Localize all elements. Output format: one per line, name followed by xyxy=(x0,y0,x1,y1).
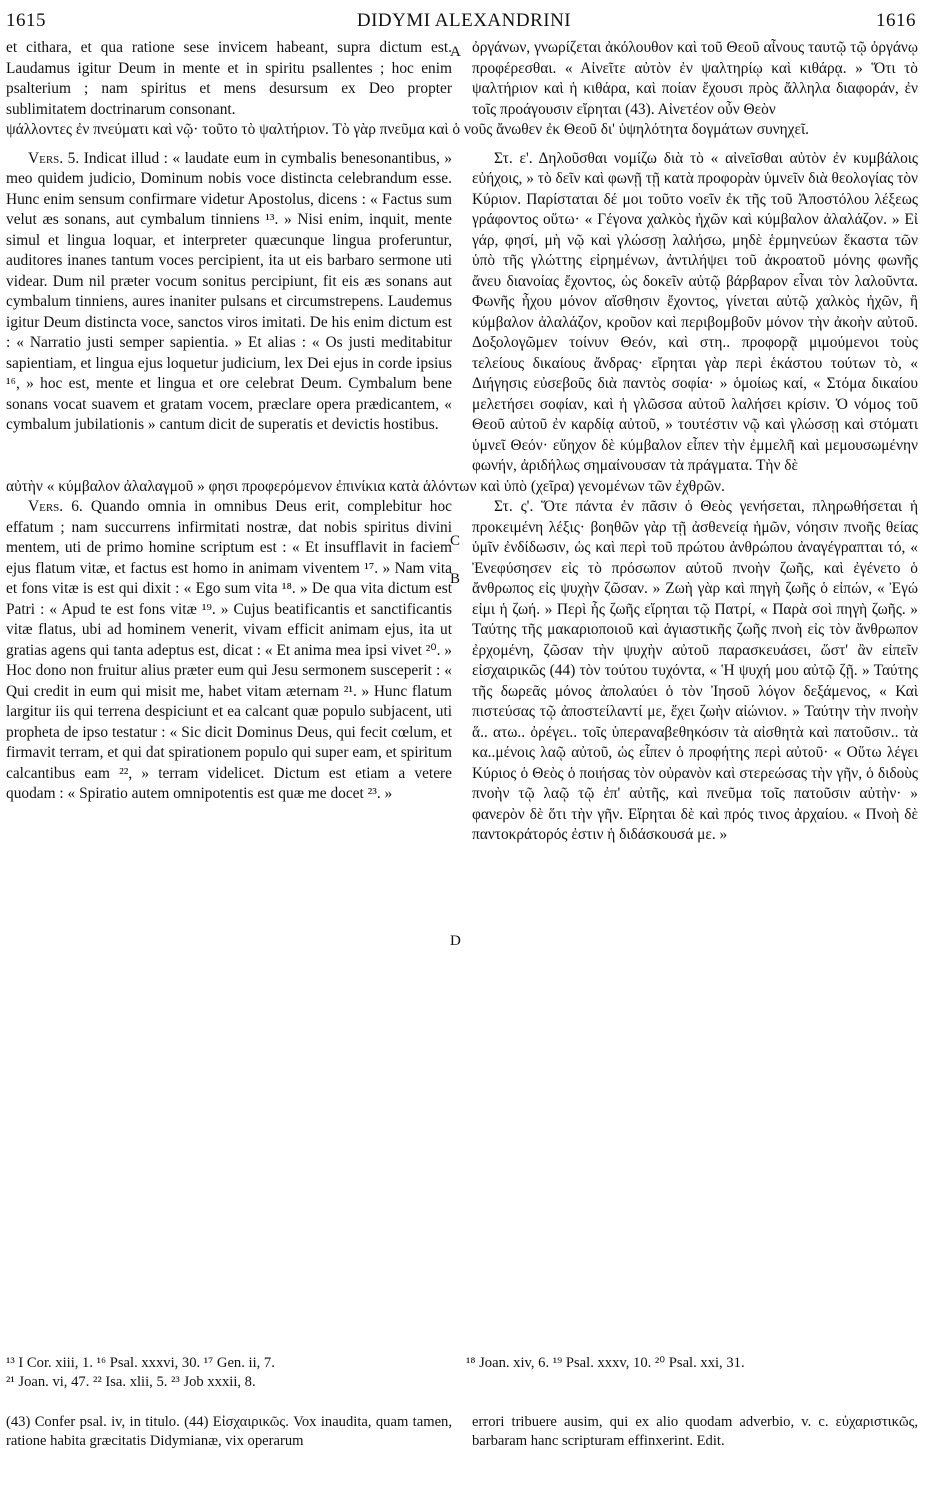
latin-text-3: Quando omnia in omnibus Deus erit, complebitur hoc effatum ; nam succurrens infirmitati nostræ, dat nobis spiritus divini mentem, uti de primo homine scriptum est : « Et insufflavit in faciem ejus flatum vitæ, et factus est homo in animam viventem ¹⁷. » Nam vita et fons vitæ is est qui dixit : « Ego sum vita ¹⁸. » De qua vita dictum est Patri : « Apud te est fons vitæ ¹⁹. » Cujus beatificantis et sanctificantis vitæ flatus, ubi ad hominem venerit, vivam efficit animam ejus, ita ut gratias agens qui tanta adeptus est, dicat : « Et anima mea ipsi vivet ²⁰. » Hoc dono non fruitur alius præter eum qui Jesu sermonem susceperit : « Qui credit in eum qui misit me, habet vitam æternam ²¹. » Hunc flatum largitur iis qui terrena despiciunt et ea calcant quæ populo subjacent, uti propheta de ipso testatur : « Sic dicit Dominus Deus, qui fecit cœlum, et firmavit terram, et qui dat spirationem populo qui super eam, et spiritum calcantibus eam ²², » terram videlicet. Dictum est etiam a vetere quodam : « Spiratio autem omnipotentis est quæ me docet ²³. » xyxy=(6,498,452,802)
block-1 xyxy=(6,38,918,120)
greek-paragraph-2: Στ. ε'. Δηλοῦσθαι νομίζω διὰ τὸ « αἰνεῖσθαι αὐτὸν ἐν κυμβάλοις εὐήχοις, » τὸ δεῖν καὶ φωνῇ τῇ κατὰ προφορὰν ὑμνεῖν διὰ θεολογίας τὸν Κύριον. Παρίσταται δέ μοι τοῦτο νοεῖν ἐκ τῆς τοῦ Ἀποστόλου λέξεως γράφοντος οὕτω· « Γέγονα χαλκὸς ἠχῶν καὶ κύμβαλον ἀλαλάζον. » Εἰ γάρ, φησί, μὴ νῷ καὶ γλώσσῃ λαλήσω, μηδὲ ἑρμηνεύων ἕκαστα τῶν ὑπὸ τῆς γλώττης εἰρημένων, ἀντιλήψει τοῦ ἀκροατοῦ μόνης φωνῆς ἄνευ διανοίας ἔχοντος, ὡς δοκεῖν αὐτῷ βάρβαρον εἶναι τὸν λαλοῦντα. Φωνῆς ἦχου μόνον αἴσθησιν ἔχοντος, γίνεται αὐτῷ χαλκὸς ἠχῶν, ἢ κύμβαλον ἀλαλάζον, κροῦον καὶ περιβομβοῦν μόνον τὴν ἀκοὴν αὐτοῦ. Δοξολογῶμεν τοίνυν Θεόν, καὶ στη.. προφορᾷ μιμούμενοι τοὺς τελείους δικαίους ἄνδρας· εἴρηται γὰρ περὶ ἑκάστου τούτων τὸ, « Διήγησις εὐσεβοῦς διὰ παντὸς σοφία· » ὁμοίως καί, « Στόμα δικαίου μελετήσει σοφίαν, καὶ ἡ γλῶσσα αὐτοῦ λαλήσει κρίσιν. Ὁ νόμος τοῦ Θεοῦ αὐτοῦ ἐν καρδίᾳ αὐτοῦ, » τουτέστιν νῷ καὶ γλώσσῃ καὶ στόματι ὑμνεῖ Θεόν· εὔηχον δὲ κύμβαλον εἶπεν τὴν ἐμμελῆ καὶ μεμουσωμένην φωνήν, ἀριδήλως σημαίνουσαν τὰ πράγματα. Τὴν δὲ xyxy=(472,149,918,474)
page-number-left: 1615 xyxy=(6,10,46,31)
margin-marker-b: B xyxy=(450,570,461,587)
greek-column-2 xyxy=(450,149,918,587)
reference-line-1-left: ¹³ I Cor. xiii, 1. ¹⁶ Psal. xxxvi, 30. ¹⁷ Gen. ii, 7. xyxy=(6,1355,275,1371)
editorial-footnotes xyxy=(6,1413,918,1451)
latin-column-2 xyxy=(6,149,462,477)
latin-column-1 xyxy=(6,38,462,120)
latin-column-3 xyxy=(6,497,462,846)
latin-paragraph-1: et cithara, et qua ratione sese invicem habeant, supra dictum est. Laudamus igitur Deum in mente et in spiritu psallentes ; hoc enim psalterium ; nam spiritus et mens desursum ex Deo propter sublimitatem doctrinarum consonant. xyxy=(6,39,452,118)
latin-text-2: Indicat illud : « laudate eum in cymbalis benesonantibus, » meo quidem judicio, Dominum nobis voce distincta celebrandum esse. Hunc enim sensum confirmare videtur Apostolus, dicens : « Factus sum velut æs sonans, aut cymbalum tinniens ¹³. » Nisi enim, inquit, mente simul et lingua loquar, et interpreter quæcunque lingua proferuntur, auditores inanes tantum voces percipient, ita ut eis barbaro sermone uti videar. Dum nil præter vocum sonitus percipiunt, fit eis æs sonans aut cymbalum tinniens, aures inaniter pulsans et circumstrepens. Laudemus igitur Deum distincta voce, sanctos viros imitati. De his enim dictum est : « Narratio justi semper sapientia. » Et alias : « Os justi meditabitur sapientiam, et lingua ejus loquetur judicium, lex Dei ejus in corde ipsius ¹⁶, » hoc est, mente et lingua et ore celebrat Deum. Cymbalum bene sonans vocat suavem et gratam vocem, præclare opera prædicantem, « cymbalum jubilationis » cantum dicit de superatis et devictis hostibus. xyxy=(6,149,452,433)
page-number-right: 1616 xyxy=(876,10,916,31)
block-3 xyxy=(6,497,918,949)
latin-paragraph-3 xyxy=(6,497,452,805)
running-title: DIDYMI ALEXANDRINI xyxy=(356,10,572,31)
scripture-references xyxy=(6,1354,918,1392)
greek-paragraph-1: ὀργάνων, γνωρίζεται ἀκόλουθον καὶ τοῦ Θεοῦ αἶνους ταυτῷ τῷ ὀργάνῳ προφέρεσθαι. « Αἰνεῖτε αὐτὸν ἐν ψαλτηρίῳ καὶ κιθάρᾳ. » Ὅτι τὸ ψαλτήριον καὶ ἡ κιθάρα, καὶ ποίαν ἔχουσι πρὸς ἄλληλα διαφοράν, ἐν τοῖς προάγουσιν εἴρηται (43). Αἰνετέον οὖν Θεὸν xyxy=(472,39,918,118)
reference-line-1-right: ¹⁸ Joan. xiv, 6. ¹⁹ Psal. xxxv, 10. ²⁰ Psal. xxi, 31. xyxy=(466,1355,745,1371)
margin-marker-d: D xyxy=(450,933,461,949)
margin-marker-c: C xyxy=(450,533,461,549)
verse-label-5: Vers. 5. xyxy=(28,149,80,167)
greek-full-width-2: αὐτὴν « κύμβαλον ἀλαλαγμοῦ » φησι προφερόμενον ἐπινίκια κατὰ ἁλόντων καὶ ὑπὸ (χεῖρα) γενομένων τῶν ἐχθρῶν. xyxy=(6,477,725,495)
footnote-right: errori tribuere ausim, qui ex alio quodam adverbio, v. c. εὐχαριστικῶς, barbaram hanc scripturam effinxerint. Edit. xyxy=(472,1414,918,1449)
reference-line-2-left: ²¹ Joan. vi, 47. ²² Isa. xlii, 5. ²³ Job xxxii, 8. xyxy=(6,1374,256,1390)
footnote-left: (43) Confer psal. iv, in titulo. (44) Εἰσχαιρικῶς. Vox inaudita, quam tamen, ratione habita græcitatis Didymianæ, vix operarum xyxy=(6,1414,452,1449)
running-header xyxy=(0,8,928,38)
verse-label-6: Vers. 6. xyxy=(28,498,83,515)
latin-paragraph-2 xyxy=(6,149,452,436)
greek-column-3 xyxy=(450,497,918,949)
margin-marker-a: A xyxy=(450,44,461,60)
greek-column-1 xyxy=(450,38,918,120)
greek-full-width-1: ψάλλοντες ἐν πνεύματι καὶ νῷ· τοῦτο τὸ ψαλτήριον. Τὸ γὰρ πνεῦμα καὶ ὁ νοῦς ἄνωθεν ἐκ Θεοῦ δι' ὑψηλότητα δογμάτων συνηχεῖ. xyxy=(6,121,809,138)
main-text xyxy=(6,38,918,949)
greek-paragraph-3: Στ. ς'. Ὅτε πάντα ἐν πᾶσιν ὁ Θεὸς γενήσεται, πληρωθήσεται ἡ προκειμένη λέξις· βοηθῶν γὰρ τῇ ἀσθενείᾳ ἡμῶν, νόησιν πνοῆς θείας ὑμῖν ἐνδίδωσιν, ὡς καὶ περὶ τοῦ πρώτου ἀνθρώπου ἀναγέγραπται τό, « Ἐνεφύσησεν εἰς τὸ πρόσωπον αὐτοῦ πνοὴν ζωῆς, καὶ ἐγένετο ὁ ἄνθρωπος εἰς ψυχὴν ζῶσαν. » Ζωὴ γὰρ καὶ πηγὴ ζωῆς ὁ εἰπών, « Ἐγώ εἰμι ἡ ζωή. » Περὶ ἧς ζωῆς εἴρηται τῷ Πατρί, « Παρὰ σοὶ πηγὴ ζωῆς. » Ταύτης τῆς μακαριοποιοῦ καὶ ἁγιαστικῆς ζωῆς πνοὴ εἰς τὸν ἄνθρωπον ἐρχομένη, ζῶσαν τὴν ψυχὴν αὐτοῦ παρασκευάσει, ὥστ' ἂν εἰπεῖν εἰσχαιρικῶς (44) τὸν τούτου τυχόντα, « Ἡ ψυχή μου αὐτῷ ζῇ. » Ταύτης τῆς δωρεᾶς μόνος ἀπολαύει ὁ τὸν Ἰησοῦ λόγον δεξάμενος, « Καὶ πιστεύσας τῷ ἀποστείλαντί με, ἔχει ζωὴν αἰώνιον. » Ταύτην τὴν πνοὴν ἅ.. ατω.. ὀρέγει.. τοῖς ὑπεραναβεθηκόσιν τὰ αἰσθητὰ καὶ πατοῦσιν.. τὰ κα..μένοις λαῷ αὐτοῦ, ὡς εἶπεν ὁ προφήτης περὶ αὐτοῦ· « Οὕτω λέγει Κύριος ὁ Θεὸς ὁ ποιήσας τὸν οὐρανὸν καὶ στερεώσας τὴν γῆν, ὁ διδοὺς πνοὴν τῷ λαῷ τῷ ἐπ' αὐτῆς, καὶ πνεῦμα τοῖς πατοῦσιν αὐτὴν· » φανερὸν δὲ ὅτι τὴν γῆν. Εἴρηται δὲ καὶ πρός τινος ἀρχαίου. « Πνοὴ δὲ παντοκράτορός ἐστιν ἡ διδάσκουσά με. » xyxy=(472,498,918,843)
